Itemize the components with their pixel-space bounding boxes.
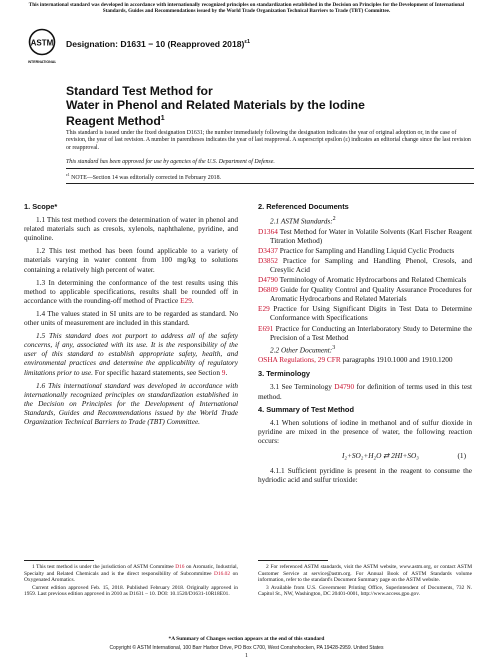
ref-link-section-9[interactable]: 9 xyxy=(221,367,226,377)
divider xyxy=(66,183,474,184)
para-3-1: 3.1 See Terminology D4790 for definition of terms used in this test method. xyxy=(258,382,472,401)
ref-link-d4790[interactable]: D4790 xyxy=(334,382,355,392)
reference-item xyxy=(258,285,472,303)
reference-item xyxy=(258,275,472,284)
ref-link-d16-02[interactable]: D16.02 xyxy=(214,570,231,577)
equation-text: I₂+SO₂+H₂O ⇄ 2HI+SO₃ xyxy=(342,451,419,460)
designation-sup: ε1 xyxy=(244,39,251,46)
ref-link-e29[interactable]: E29 xyxy=(258,304,270,314)
reference-title: Test Method for Water in Volatile Solvents (Karl Fischer Reagent Titration Method) xyxy=(270,226,472,245)
page-number: 1 xyxy=(245,653,248,659)
logo-caption: INTERNATIONAL xyxy=(28,60,56,64)
para-4-1-1: 4.1.1 Sufficient pyridine is present in the reagent to consume the hydriodic acid and sulfur trioxide: xyxy=(258,466,472,485)
editorial-note xyxy=(66,172,474,181)
epsilon-mark: ε1 xyxy=(66,172,70,177)
ref-link-e29[interactable]: E29 xyxy=(180,295,192,305)
reference-item xyxy=(258,256,472,274)
ref-link-e691[interactable]: E691 xyxy=(258,323,274,333)
section-heading-scope: 1. Scope* xyxy=(24,202,58,211)
logo-letters: ASTM xyxy=(30,38,54,48)
issuance-note: This standard is issued under the fixed designation D1631; the number immediately following the designation indicates the year of original adoption or, in the case of revision, the year of last revision. A number in parentheses indicates the year of last reapproval. A superscript epsilon (ε) indicates an editorial change since the last revision or reapproval. xyxy=(66,130,471,151)
ref-link-d1364[interactable]: D1364 xyxy=(258,226,278,236)
ref-link-d6809[interactable]: D6809 xyxy=(258,285,278,295)
section-heading-summary: 4. Summary of Test Method xyxy=(258,404,354,414)
divider xyxy=(66,168,474,169)
para-1-3: 1.3 In determining the conformance of the test results using this method to applicable specifications, results shall be rounded off in accordance with the rounding-off method of Practice E29. xyxy=(24,277,238,305)
section-heading-terminology: 3. Terminology xyxy=(258,369,311,379)
reference-title: Practice for Sampling and Handling Liquid Cyclic Products xyxy=(277,245,455,255)
osha-reference: OSHA Regulations, 29 CFR paragraphs 1910.1000 and 1910.1200 xyxy=(258,355,453,365)
reference-title: Guide for Quality Control and Quality Assurance Procedures for Aromatic Hydrocarbons and Related Materials xyxy=(270,285,472,304)
reference-item xyxy=(258,304,472,322)
reference-title: Terminology of Aromatic Hydrocarbons and Related Chemicals xyxy=(277,275,467,285)
ref-link-d16[interactable]: D16 xyxy=(175,564,185,570)
summary-of-changes-note: *A Summary of Changes section appears at the end of this standard xyxy=(168,636,325,642)
title-line-3: Reagent Method xyxy=(66,114,161,129)
designation-text: Designation: D1631 − 10 (Reapproved 2018) xyxy=(66,39,245,49)
footnote-3: 3 Available from U.S. Government Printing Office, Superintendent of Documents, 732 N. Capitol St., NW, Washington, DC 20401-0001, http://www.access.gpo.gov. xyxy=(258,584,472,598)
section-heading-referenced: 2. Referenced Documents xyxy=(258,202,349,211)
title-line-1: Standard Test Method for xyxy=(66,84,213,98)
ref-link-d4790[interactable]: D4790 xyxy=(258,275,278,285)
reference-list xyxy=(258,227,472,342)
header-notice: This international standard was developed in accordance with internationally recognized principles on standardization established in the Decision on Principles for the Development of International Standards, Guides and Recommendations issued by the World Trade Organization Technical Barriers to Trade (TBT) Committee. xyxy=(28,2,465,15)
left-column xyxy=(24,200,238,430)
title-line-2: Water in Phenol and Related Materials by the Iodine xyxy=(66,97,365,112)
footnotes-right xyxy=(258,564,472,599)
para-1-6: 1.6 This international standard was developed in accordance with internationally recognized principles on standardization established in the Decision on Principles for the Development of International Standards, Guides and Recommendations issued by the World Trade Organization Technical Barriers to Trade (TBT) Committee. xyxy=(24,380,238,426)
other-documents-label: 2.2 Other Document:$^3$ xyxy=(270,344,336,355)
equation-1 xyxy=(258,451,472,460)
right-column xyxy=(258,200,472,488)
copyright-line: Copyright © ASTM International, 100 Barr Harbor Drive, PO Box C700, West Conshohocken, PA 19428-2959. United States xyxy=(109,645,384,651)
reference-title: Practice for Using Significant Digits in Test Data to Determine Conformance with Specifications xyxy=(269,304,472,323)
epsilon-text: NOTE—Section 14 was editorially corrected in February 2018. xyxy=(69,174,222,181)
ref-link-osha[interactable]: OSHA Regulations, 29 CFR xyxy=(258,355,341,365)
reference-title: Practice for Conducting an Interlaboratory Study to Determine the Precision of a Test Method xyxy=(270,323,472,342)
para-1-5: 1.5 This standard does not purport to address all of the safety concerns, if any, associated with its use. It is the responsibility of the user of this standard to establish appropriate safety, health, and environmental practices and determine the applicability of regulatory limitations prior to use. For specific hazard statements, see Section 9. xyxy=(24,331,238,377)
astm-standards-label: 2.1 ASTM Standards:$^2$ xyxy=(270,216,336,226)
ref-link-d3852[interactable]: D3852 xyxy=(258,255,278,265)
para-1-2: 1.2 This test method has been found applicable to a variety of materials varying in water content from 100 mg/kg to solutions containing a relatively high percent of water. xyxy=(24,246,238,274)
title-footnote-mark: 1 xyxy=(160,115,165,122)
reference-item xyxy=(258,227,472,245)
para-1-1: 1.1 This test method covers the determination of water in phenol and related materials such as cresols, xylenols, naphthalene, pyridine, and quinoline. xyxy=(24,215,238,243)
footnote-2: 2 For referenced ASTM standards, visit the ASTM website, www.astm.org, or contact ASTM Customer Service at service@astm.org. For Annual Book of ASTM Standards volume information, refer to the standard's Document Summary page on the ASTM website. xyxy=(258,564,472,584)
footnote-rule xyxy=(258,560,328,561)
astm-logo xyxy=(28,28,56,68)
equation-number: (1) xyxy=(457,451,466,460)
para-4-1: 4.1 When solutions of iodine in methanol and of sulfur dioxide in pyridine are mixed in the presence of water, the following reaction occurs: xyxy=(258,417,472,445)
reference-item xyxy=(258,246,472,255)
footnote-1: 1 This test method is under the jurisdiction of ASTM Committee D16 on Aromatic, Industrial, Specialty and Related Chemicals and is the direct responsibility of Subcommittee D16.02 on Oxygenated Aromatics. Current edition approved Feb. 15, 2018. Published February 2018. Originally approved in 1959. Last previous edition approved in 2010 as D1631 – 10. DOI: 10.1520/D1631-10R18E01. xyxy=(24,564,239,598)
footnote-rule xyxy=(24,560,94,561)
document-title xyxy=(66,85,446,129)
ref-link-d3437[interactable]: D3437 xyxy=(258,245,278,255)
reference-item xyxy=(258,324,472,342)
designation xyxy=(66,39,250,49)
reference-title: Practice for Sampling and Handling Phenol, Cresols, and Cresylic Acid xyxy=(270,255,472,274)
para-1-4: 1.4 The values stated in SI units are to be regarded as standard. No other units of measurement are included in this standard. xyxy=(24,308,238,328)
dod-approval-note: This standard has been approved for use by agencies of the U.S. Department of Defense. xyxy=(66,159,275,165)
